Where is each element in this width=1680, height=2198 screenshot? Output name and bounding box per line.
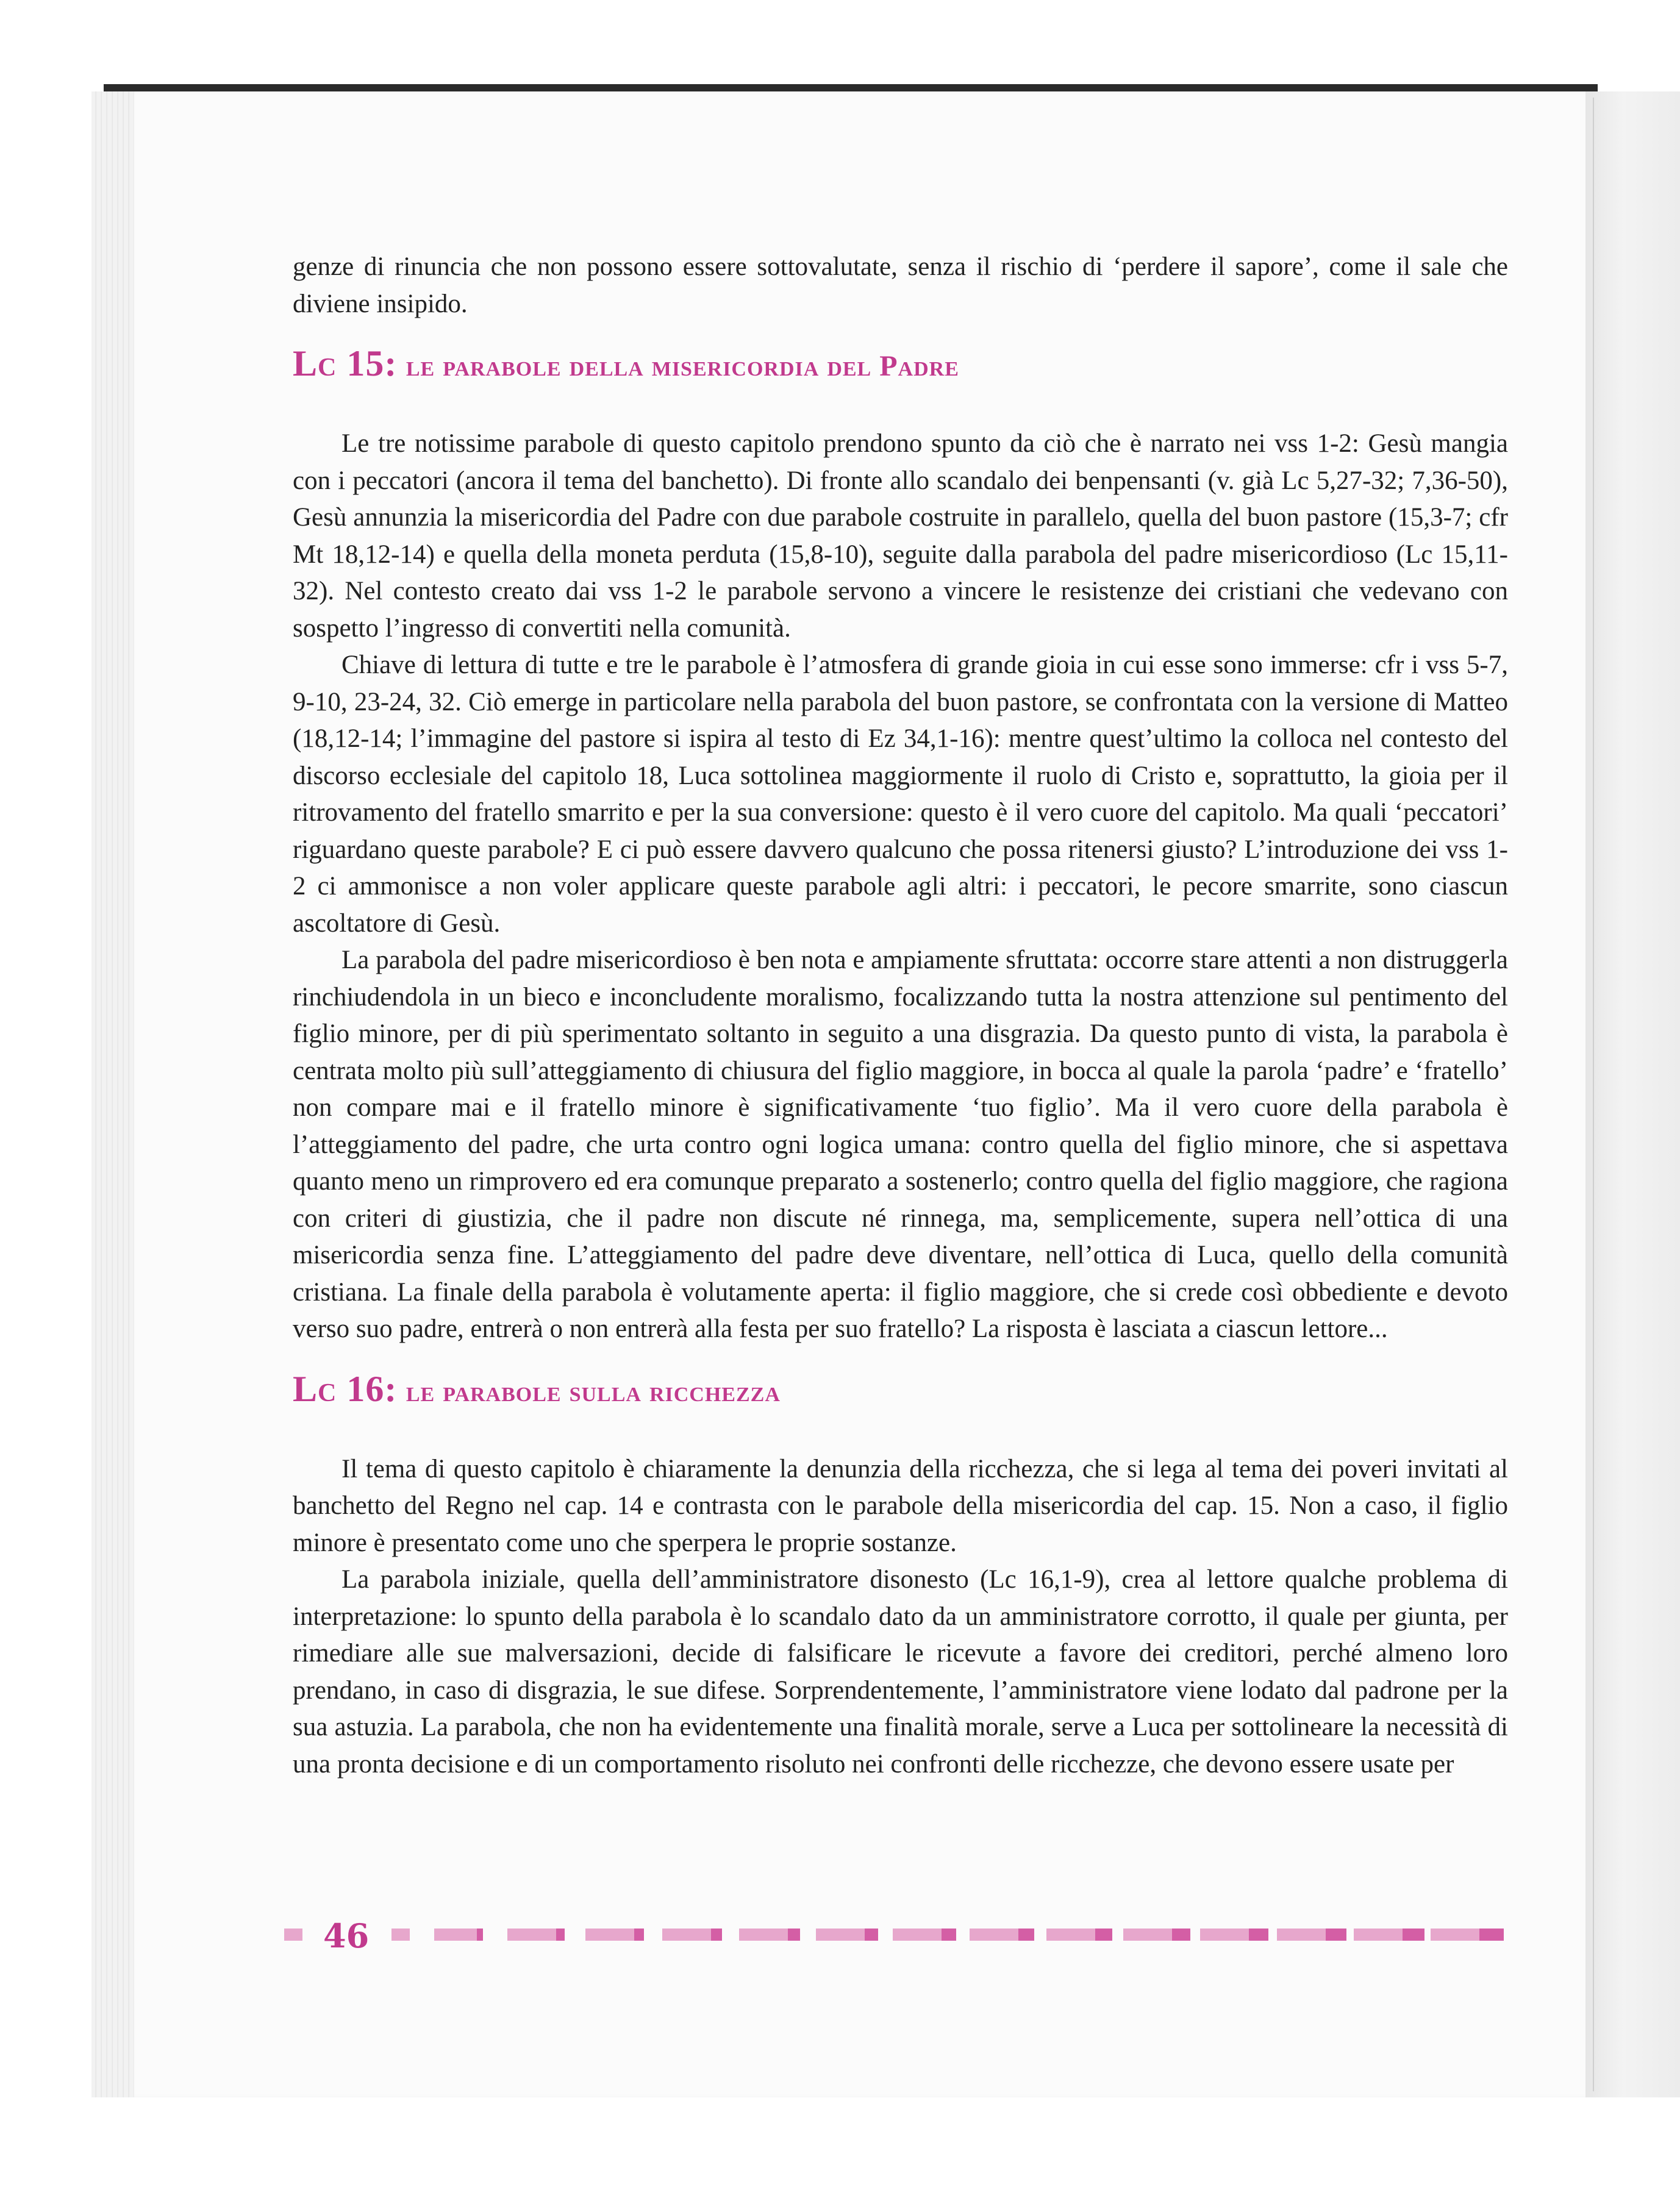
footer-decoration-bar <box>1172 1929 1190 1941</box>
page-footer <box>284 1918 1510 1954</box>
intro-paragraph: genze di rinuncia che non possono essere sottovalutate, senza il rischio di ‘perdere il sapore’, come il sale che diviene insipido. <box>293 252 1508 318</box>
paragraph: Il tema di questo capitolo è chiaramente la denunzia della ricchezza, che si lega al tema dei poveri invitati al banchetto del Regno nel cap. 14 e contrasta con le parabole della misericordia del cap. 15. Non a caso, il figlio minore è presentato come uno che sperpera le proprie sostanze. <box>293 1454 1508 1557</box>
footer-decoration-bar <box>816 1929 865 1941</box>
footer-decoration-bar <box>970 1929 1018 1941</box>
footer-decoration-bar <box>1200 1929 1249 1941</box>
footer-decoration-bar <box>477 1929 483 1941</box>
page-gutter-line <box>1593 98 1594 2091</box>
footer-decoration-bar <box>1095 1929 1112 1941</box>
paragraph: La parabola del padre misericordioso è ben nota e ampiamente sfruttata: occorre stare attenti a non distruggerla rinchiudendola in un bieco e inconcludente moralismo, focalizzando tutta la nostra attenzione sul pentimento del figlio minore, per di più sperimentato soltanto in seguito a una disgrazia. Da questo punto di vista, la parabola è centrata molto più sull’atteggiamento di chiusura del figlio maggiore, in bocca al quale la parola ‘padre’ e ‘fratello’ non compare mai e il fratello minore è significativamente ‘tuo figlio’. Ma il vero cuore della parabola è l’atteggiamento del padre, che urta contro ogni logica umana: contro quella del figlio minore, che si aspettava quanto meno un rimprovero ed era comunque preparato a sostenerlo; contro quella del figlio maggiore, che ragiona con criteri di giustizia, che il padre non discute né rinnega, ma, semplicemente, supera nell’ottica di una misericordia senza fine. L’atteggiamento del padre deve diventare, nell’ottica di Luca, quello della comunità cristiana. La finale della parabola è volutamente aperta: il figlio maggiore, che si crede così obbediente e devoto verso suo padre, entrerà o non entrerà alla festa per suo fratello? La risposta è lasciata a ciascun lettore... <box>293 946 1508 1343</box>
footer-decoration-bar <box>739 1929 788 1941</box>
footer-decoration-bar <box>585 1929 634 1941</box>
heading-title: le parabole della misericordia del Padre <box>406 350 959 382</box>
footer-decoration-bar <box>1326 1929 1346 1941</box>
footer-decoration-bar <box>634 1929 644 1941</box>
section-heading-lc16 <box>293 1368 1508 1413</box>
text-column <box>293 249 1508 1783</box>
page-stack-edge <box>91 91 134 2097</box>
heading-title: le parabole sulla ricchezza <box>406 1375 781 1408</box>
footer-decoration-bar <box>1046 1929 1095 1941</box>
facing-page-fold <box>1585 91 1680 2097</box>
footer-decoration-bar <box>865 1929 878 1941</box>
footer-decoration-bar <box>1018 1929 1034 1941</box>
footer-decoration-bar <box>893 1929 942 1941</box>
footer-decoration-bar <box>662 1929 711 1941</box>
footer-decoration-bar <box>556 1929 565 1941</box>
heading-reference: Lc 15: <box>293 343 398 384</box>
footer-decoration-bar <box>942 1929 956 1941</box>
paragraph: Chiave di lettura di tutte e tre le parabole è l’atmosfera di grande gioia in cui esse sono immerse: cfr i vss 5-7, 9-10, 23-24, 32. Ciò emerge in particolare nella parabola del buon pastore, se confrontata con la versione di Matteo (18,12-14; l’immagine del pastore si ispira al testo di Ez 34,1-16): mentre quest’ultimo la colloca nel contesto del discorso ecclesiale del capitolo 18, Luca sottolinea maggiormente il ruolo di Cristo e, soprattutto, la gioia per il ritrovamento del fratello smarrito e per la sua conversione: questo è il vero cuore del capitolo. Ma quali ‘peccatori’ riguardano queste parabole? E ci può essere davvero qualcuno che possa ritenersi giusto? L’introduzione dei vss 1-2 ci ammonisce a non voler applicare queste parabole agli altri: i peccatori, le pecore smarrite, sono ciascun ascoltatore di Gesù. <box>293 651 1508 938</box>
paragraph: La parabola iniziale, quella dell’amministratore disonesto (Lc 16,1-9), crea al lettore qualche problema di interpretazione: lo spunto della parabola è lo scandalo dato da un amministratore corrotto, il quale per giunta, per rimediare alle sue malversazioni, decide di falsificare le ricevute a favore dei creditori, perché almeno loro prendano, in caso di disgrazia, le sue difese. Sorprendentemente, l’amministratore viene lodato dal padrone per la sua astuzia. La parabola, che non ha evidentemente una finalità morale, serve a Luca per sottolineare la necessità di una pronta decisione e di un comportamento risoluto nei confronti delle ricchezze, che devono essere usate per <box>293 1565 1508 1779</box>
footer-decoration-bar <box>788 1929 800 1941</box>
footer-decoration-bar <box>1431 1929 1479 1941</box>
heading-reference: Lc 16: <box>293 1368 398 1409</box>
footer-decoration-bar <box>1403 1929 1424 1941</box>
footer-decoration-bar <box>284 1929 302 1941</box>
footer-decoration-bar <box>1249 1929 1268 1941</box>
footer-decoration-bar <box>391 1929 410 1941</box>
footer-decoration-bar <box>711 1929 722 1941</box>
page-number: 46 <box>323 1916 370 1955</box>
footer-decoration-bar <box>434 1929 477 1941</box>
footer-decoration-bar <box>1123 1929 1172 1941</box>
footer-decoration-bar <box>1479 1929 1504 1941</box>
footer-decoration-bar <box>1277 1929 1326 1941</box>
paragraph: Le tre notissime parabole di questo capitolo prendono spunto da ciò che è narrato nei vss 1-2: Gesù mangia con i peccatori (ancora il tema del banchetto). Di fronte allo scandalo dei benpensanti (v. già Lc 5,27-32; 7,36-50), Gesù annunzia la misericordia del Padre con due parabole costruite in parallelo, quella del buon pastore (15,3-7; cfr Mt 18,12-14) e quella della moneta perduta (15,8-10), seguite dalla parabola del padre misericordioso (Lc 15,11-32). Nel contesto creato dai vss 1-2 le parabole servono a vincere le resistenze dei cristiani che vedevano con sospetto l’ingresso di convertiti nella comunità. <box>293 429 1508 643</box>
section-heading-lc15 <box>293 342 1508 388</box>
footer-decoration-bar <box>507 1929 556 1941</box>
footer-decoration-bar <box>1354 1929 1403 1941</box>
